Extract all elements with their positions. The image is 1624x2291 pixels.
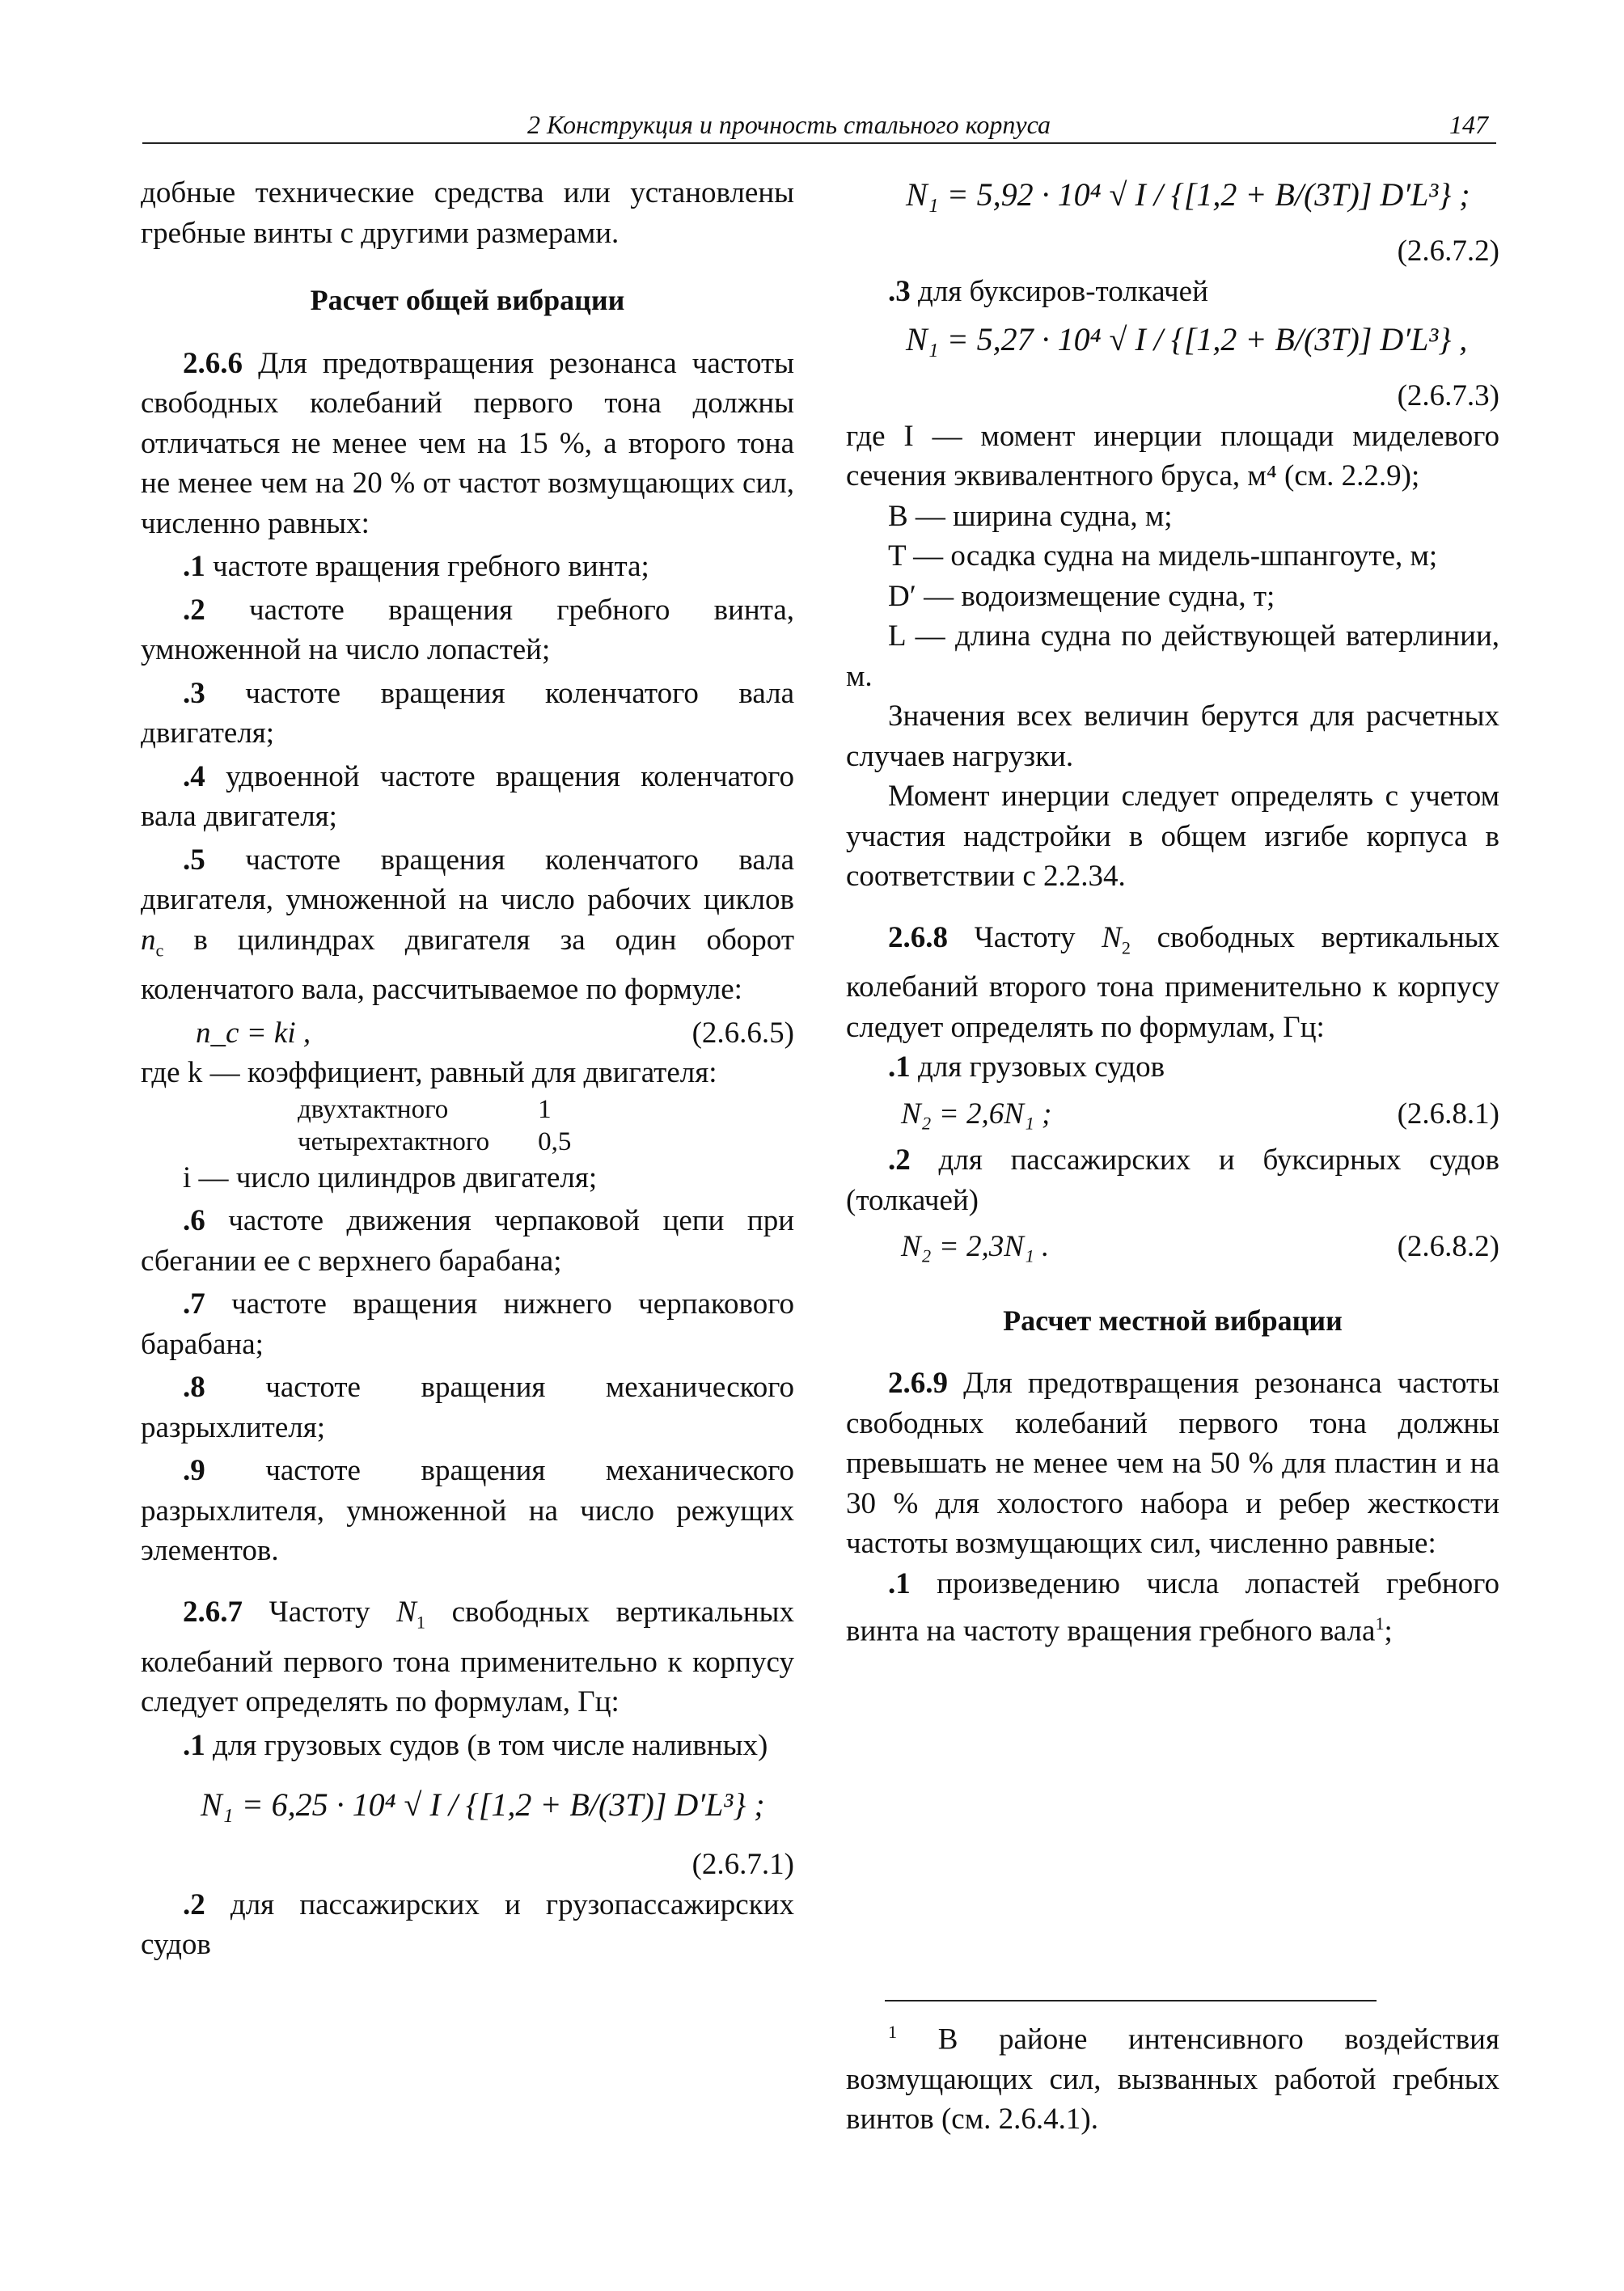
- list-item: [141, 1201, 794, 1281]
- item-text: для буксиров-толкачей: [910, 274, 1208, 308]
- clause-number: 2.6.9: [888, 1367, 948, 1401]
- item-text: для пассажирских и грузопассажирских судов: [141, 1887, 794, 1962]
- item-number: .9: [183, 1454, 205, 1488]
- clause-text: свободных вертикальных колебаний второго тона применительно к корпусу следует определять по формулам, Гц:: [846, 920, 1499, 1044]
- formula-row: [846, 1227, 1499, 1267]
- item-number: .2: [888, 1143, 911, 1177]
- item-text: в цилиндрах двигателя за один оборот коленчатого вала, рассчитываемое по формуле:: [141, 923, 794, 1007]
- item-text: для пассажирских и буксирных судов (толкачей): [846, 1143, 1499, 1217]
- symbol-n: n: [141, 923, 156, 957]
- table-cell: двухтактного: [298, 1094, 449, 1124]
- left-column: [141, 173, 794, 1965]
- item-number: .7: [183, 1287, 205, 1321]
- formula-body: N₁ = 5,27 · 10⁴ √ I / {[1,2 + B/(3T)] D′L³} ,: [906, 321, 1468, 357]
- symbol-subscript: c: [155, 939, 164, 960]
- formula-2-6-7-1: [141, 1765, 794, 1845]
- formula-2-6-7-3: [846, 311, 1499, 376]
- item-number: .8: [183, 1371, 205, 1405]
- list-item: [846, 272, 1499, 312]
- table-row: [298, 1093, 620, 1126]
- item-number: .2: [183, 1887, 205, 1921]
- footnote-ref[interactable]: 1: [1375, 1613, 1385, 1634]
- definition-k: где k — коэффициент, равный для двигателя:: [141, 1056, 717, 1090]
- item-number: .3: [183, 676, 205, 710]
- definition-D: D′ — водоизмещение судна, т;: [888, 579, 1275, 613]
- section-heading: Расчет местной вибрации: [1003, 1304, 1343, 1337]
- item-text: удвоенной частоте вращения коленчатого вала двигателя;: [141, 759, 794, 833]
- item-number: .4: [183, 759, 205, 793]
- list-item: [141, 1885, 794, 1965]
- definition-B: B — ширина судна, м;: [888, 499, 1173, 533]
- footnote-text: [846, 2012, 1499, 2140]
- item-text: произведению числа лопастей гребного винта на частоту вращения гребного вала: [846, 1566, 1499, 1648]
- item-number: .2: [183, 593, 205, 627]
- clause-2-6-6: [141, 344, 794, 544]
- formula-2-6-7-2: [846, 162, 1499, 231]
- right-column: [846, 162, 1499, 1651]
- item-text: для грузовых судов (в том числе наливных): [205, 1728, 768, 1762]
- page-number: 147: [1449, 110, 1488, 139]
- symbol-N: N: [1102, 920, 1122, 954]
- list-item: [141, 674, 794, 754]
- list-item: [846, 1140, 1499, 1220]
- clause-text: Для предотвращения резонанса частоты свободных колебаний первого тона должны отличаться не менее чем на 15 %, а второго тона не менее чем на 20 % от частот возмущающих сил, численно равных:: [141, 346, 794, 540]
- header-title: 2 Конструкция и прочность стального корпуса: [527, 110, 1051, 139]
- footnote-separator: [885, 2000, 1377, 2001]
- list-item: [846, 1047, 1499, 1088]
- item-text: частоте вращения коленчатого вала двигателя, умноженной на число рабочих циклов: [141, 843, 794, 916]
- item-number: .5: [183, 843, 205, 877]
- table-cell: 1: [538, 1094, 552, 1124]
- symbol-subscript: 1: [416, 1612, 425, 1633]
- list-item: [141, 840, 794, 1010]
- table-cell: четырехтактного: [298, 1126, 490, 1156]
- list-item: [141, 547, 794, 587]
- item-number: .6: [183, 1204, 205, 1238]
- formula-number: (2.6.8.2): [1397, 1230, 1499, 1264]
- clause-number: 2.6.7: [183, 1595, 243, 1629]
- item-text: частоте движения черпаковой цепи при сбегании ее с верхнего барабана;: [141, 1204, 794, 1278]
- formula-body: N₁ = 5,92 · 10⁴ √ I / {[1,2 + B/(3T)] D′L³} ;: [906, 176, 1470, 213]
- item-number: .1: [888, 1050, 911, 1084]
- clause-text: свободных вертикальных колебаний первого тона применительно к корпусу следует определять по формулам, Гц:: [141, 1595, 794, 1719]
- formula-number: (2.6.7.1): [691, 1848, 794, 1882]
- item-number: .1: [888, 1566, 911, 1600]
- formula-2-6-8-1: N₂ = 2,6N₁ ;: [901, 1097, 1052, 1131]
- list-item: [141, 1367, 794, 1448]
- item-text: частоте вращения гребного винта;: [205, 550, 649, 583]
- table-row: [298, 1126, 620, 1158]
- item-text: частоте вращения нижнего черпакового барабана;: [141, 1287, 794, 1361]
- item-number: .3: [888, 274, 911, 308]
- item-text: для грузовых судов: [910, 1050, 1165, 1084]
- definition-i: i — число цилиндров двигателя;: [183, 1160, 598, 1194]
- formula-row: [846, 1094, 1499, 1135]
- running-header: [142, 110, 1496, 144]
- formula-body: N₁ = 6,25 · 10⁴ √ I / {[1,2 + B/(3T)] D′L³} ;: [201, 1786, 765, 1824]
- formula-number: (2.6.7.3): [1397, 379, 1499, 412]
- list-item: [141, 757, 794, 837]
- formula-2-6-8-2: N₂ = 2,3N₁ .: [901, 1230, 1050, 1264]
- clause-number: 2.6.6: [183, 346, 243, 380]
- coefficient-table: [298, 1093, 620, 1158]
- footnote-mark: 1: [888, 2022, 898, 2042]
- clause-text: Частоту: [948, 920, 1102, 954]
- clause-2-6-8: [846, 918, 1499, 1048]
- table-cell: 0,5: [538, 1126, 572, 1156]
- item-number: .1: [183, 1728, 205, 1762]
- footnote-body: В районе интенсивного воздействия возмущающих сил, вызванных работой гребных винтов (см. 2.6.4.1).: [846, 2023, 1499, 2137]
- paragraph: Момент инерции следует определять с учетом участия надстройки в общем изгибе корпуса в соответствии с 2.2.34.: [846, 780, 1499, 893]
- paragraph: Значения всех величин берутся для расчетных случаев нагрузки.: [846, 700, 1499, 773]
- list-item: [846, 1564, 1499, 1651]
- formula-number: (2.6.8.1): [1397, 1097, 1499, 1131]
- formula-nc: n_c = ki ,: [196, 1016, 311, 1050]
- clause-text: Частоту: [243, 1595, 397, 1629]
- formula-row: [141, 1013, 794, 1054]
- paragraph: добные технические средства или установлены гребные винты с другими размерами.: [141, 176, 794, 250]
- section-heading: Расчет общей вибрации: [310, 284, 625, 316]
- item-text: частоте вращения механического разрыхлителя, умноженной на число режущих элементов.: [141, 1454, 794, 1568]
- list-item: [141, 1726, 794, 1766]
- definition-T: T — осадка судна на мидель-шпангоуте, м;: [888, 539, 1438, 573]
- item-text: частоте вращения механического разрыхлителя;: [141, 1371, 794, 1444]
- symbol-N: N: [396, 1595, 417, 1629]
- formula-number: (2.6.6.5): [691, 1016, 794, 1050]
- item-number: .1: [183, 550, 205, 583]
- footnote: [846, 2012, 1499, 2140]
- clause-text: Для предотвращения резонанса частоты свободных колебаний первого тона должны превышать не менее чем на 50 % для пластин и на 30 % для холостого набора и ребер жесткости частоты возмущающих сил, численно равные:: [846, 1367, 1499, 1561]
- list-item: [141, 1451, 794, 1571]
- clause-2-6-7: [141, 1592, 794, 1722]
- list-item: [141, 1284, 794, 1364]
- clause-2-6-9: [846, 1363, 1499, 1564]
- list-item: [141, 590, 794, 670]
- item-text: частоте вращения гребного винта, умноженной на число лопастей;: [141, 593, 794, 666]
- definition-I: где I — момент инерции площади миделевого сечения эквивалентного бруса, м⁴ (см. 2.2.9);: [846, 419, 1499, 492]
- definition-L: L — длина судна по действующей ватерлинии, м.: [846, 619, 1499, 693]
- punctuation: ;: [1384, 1614, 1393, 1648]
- symbol-subscript: 2: [1121, 936, 1131, 957]
- item-text: частоте вращения коленчатого вала двигателя;: [141, 676, 794, 750]
- clause-number: 2.6.8: [888, 920, 948, 954]
- formula-number: (2.6.7.2): [1397, 235, 1499, 268]
